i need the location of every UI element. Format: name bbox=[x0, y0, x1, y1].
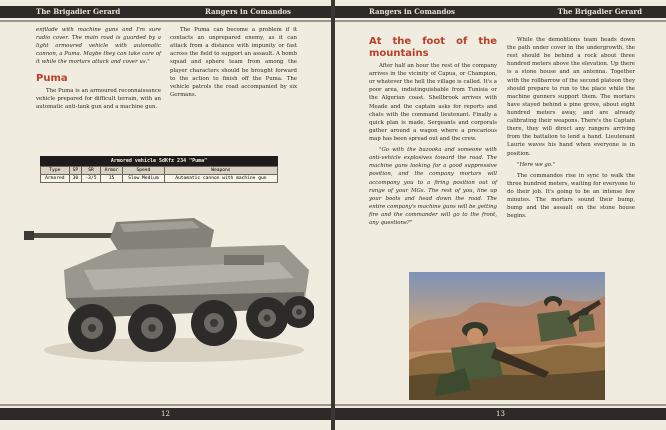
soldiers-illustration bbox=[409, 272, 605, 400]
left-column-2 bbox=[170, 26, 297, 102]
assault-paragraph: The commandos rise in sync to walk the three hundred meters, waiting for everyone to do their job. It's going to be an intense few minutes. The mortars sound their bump, bump and the assault on the stone house begins. bbox=[507, 172, 635, 220]
left-page-number: 12 bbox=[161, 410, 170, 418]
right-page-number: 13 bbox=[496, 410, 505, 418]
right-footer-band bbox=[335, 408, 666, 420]
left-header-band bbox=[0, 6, 331, 18]
right-column-2 bbox=[507, 36, 635, 223]
table-header-cell: Armor bbox=[100, 167, 122, 175]
section-heading: At the foot of the mountains bbox=[369, 36, 497, 59]
intro-paragraph: enfilade with machine guns and I'm sure radio cover. The main road is guarded by a light armoured vehicle with automatic cannon, a Puma. Maybe they can take care of it while the mortars attack and cover us." bbox=[36, 27, 161, 66]
table-cell: Slow Medium bbox=[123, 175, 165, 183]
puma-tactics-paragraph: The Puma can become a problem if it contacts an unprepared enemy, as it can attack from a distance with impunity or fast across the field to support an assault. A bomb squad and sphere team from among the player characters should be brought forward to the action to finish off the Puma. The vehicle patrols the road accompanied by six Germans. bbox=[170, 27, 297, 98]
puma-paragraph: The Puma is an armoured reconnaissance vehicle prepared for difficult terrain, with an automatic anti-tank gun and a machine gun. bbox=[36, 88, 161, 111]
right-header-band bbox=[335, 6, 666, 18]
table-header-cell: SP bbox=[69, 167, 81, 175]
right-column-1 bbox=[369, 36, 497, 230]
puma-heading: Puma bbox=[36, 72, 68, 84]
left-column-1 bbox=[36, 26, 161, 114]
table-cell: Armored bbox=[41, 175, 70, 183]
table-header-row bbox=[41, 167, 278, 175]
table-title: Armored vehicle SdKfz 234 "Puma" bbox=[40, 156, 278, 166]
table-cell: Automatic cannon with machine gun bbox=[164, 175, 277, 183]
deployment-paragraph: While the demolitions team heads down the path under cover in the undergrowth, the rest should be behind a rock about three hundred meters above the elevation. Up there is a stone house and an antenna. Together with the rollbarrow of the second platoon they should prepare to run to the place while the machine gunners support them. The mortars have stayed behind a pine grove, about eight hundred meters away, and are already calibrating their weapons. There's the Captain there, they will direct any rangers arriving from the battalion to lend a hand. Lieutenant Laurie waves his hand when everyone is in position. bbox=[507, 37, 635, 157]
table-header-cell: SR bbox=[82, 167, 101, 175]
right-header-title: The Brigadier Gerard bbox=[557, 7, 642, 16]
left-header-chapter: Rangers in Comandos bbox=[205, 7, 291, 16]
vehicle-stats-table bbox=[40, 156, 278, 183]
table-cell: 30 bbox=[69, 175, 81, 183]
left-header-title: The Brigadier Gerard bbox=[36, 7, 121, 16]
table-cell: 15 bbox=[100, 175, 122, 183]
table-cell: -3/5 bbox=[82, 175, 101, 183]
here-we-go-line: "Here we go." bbox=[517, 161, 556, 168]
right-header-chapter: Rangers in Comandos bbox=[369, 7, 455, 16]
right-page bbox=[335, 0, 666, 430]
armored-car-photo bbox=[24, 200, 314, 370]
left-page bbox=[0, 0, 331, 430]
orders-paragraph: "Go with the bazooka and someone with anti-vehicle explosives toward the road. The machine guns looking for a good suppressive position, and the company mortars will accompany you to a firing position out of range of your MGs. The rest of you, line up your boots and head down the road. The entire company's machine guns will be getting fire and the commander will go to the front, any questions?" bbox=[369, 147, 497, 227]
table-header-cell: Speed bbox=[123, 167, 165, 175]
table-header-cell: Weapons bbox=[164, 167, 277, 175]
table-header-cell: Type bbox=[41, 167, 70, 175]
table-row bbox=[41, 175, 278, 183]
arrival-paragraph: After half an hour the rest of the company arrives in the vicinity of Capua, or Champion, or whatever the hell the village is called. It's a poor area, indistinguishable from Tunisia or the Algerian coast. Shellbrook arrives with Meade and the captain asks for reports and chats with the command lieutenant. Finally a quick plan is made, Sergeants and corporals gather around a wagon where a precarious map has been spread out and the crew. bbox=[369, 63, 497, 142]
stats-table-container bbox=[40, 156, 278, 183]
left-footer-band bbox=[0, 408, 331, 420]
